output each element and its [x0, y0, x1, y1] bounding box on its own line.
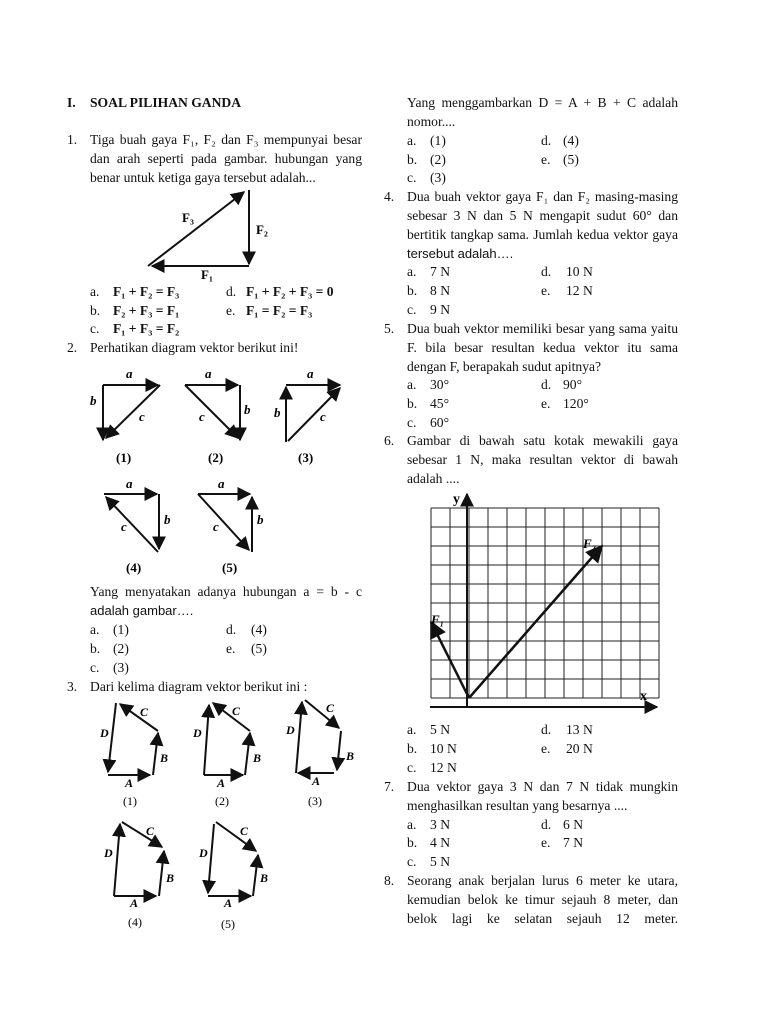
q6-opt-a-key: a. [407, 722, 417, 737]
q2-question-line-2: adalah gambar…. [90, 603, 194, 618]
q6-opt-b: 10 N [430, 741, 457, 756]
q1-opt-b-key: b. [90, 303, 101, 318]
q1-opt-a-key: a. [90, 284, 100, 299]
q2-opt-c: (3) [113, 660, 129, 675]
svg-text:C: C [140, 705, 149, 719]
q3-cont-line-2: nomor.... [407, 114, 456, 129]
q2-opt-d-key: d. [226, 622, 237, 637]
q3-caption-5: (5) [221, 917, 235, 931]
q3-caption-3: (3) [308, 794, 322, 808]
svg-text:b: b [244, 402, 251, 417]
q4-opt-e-key: e. [541, 283, 551, 298]
q3-opt-e-key: e. [541, 152, 551, 167]
q2-question-line-1: Yang menyatakan adanya hubungan a = b - c [90, 584, 362, 599]
q3-caption-1: (1) [123, 794, 137, 808]
svg-text:B: B [346, 749, 355, 763]
q4-line-4: tersebut adalah…. [407, 246, 514, 261]
q6-opt-d-key: d. [541, 722, 552, 737]
q2-caption-3: (3) [298, 450, 314, 465]
q6-x-label: x [640, 689, 647, 704]
svg-text:c: c [121, 519, 127, 534]
q5-line-3: dengan F, berapakah sudut apitnya? [407, 359, 602, 374]
q7-opt-c-key: c. [407, 854, 417, 869]
q2-diagram-1 [90, 366, 160, 440]
q6-opt-c: 12 N [430, 760, 457, 775]
svg-text:c: c [320, 409, 326, 424]
q5-opt-c-key: c. [407, 415, 417, 430]
q3-diagram-2 [192, 703, 261, 790]
svg-text:B: B [166, 871, 175, 885]
q7-opt-e: 7 N [563, 835, 584, 850]
svg-text:a: a [205, 366, 212, 381]
svg-text:B: B [160, 751, 169, 765]
q6-grid-lines [431, 508, 659, 698]
svg-text:C: C [326, 701, 335, 715]
q6-opt-c-key: c. [407, 760, 417, 775]
q2-opt-b: (2) [113, 641, 129, 656]
q4-opt-d: 10 N [566, 264, 593, 279]
q3-cont-line-1: Yang menggambarkan D = A + B + C adalah [407, 95, 678, 110]
svg-text:A: A [217, 776, 226, 790]
svg-text:b: b [257, 512, 264, 527]
q3-caption-2: (2) [215, 794, 229, 808]
q2-diagram-3 [274, 366, 340, 442]
q4-line-2: sebesar 3 N dan 5 N mengapit sudut 60° dan [407, 208, 678, 223]
svg-text:C: C [232, 704, 241, 718]
q4-opt-a: 7 N [430, 264, 451, 279]
svg-text:A: A [125, 776, 134, 790]
svg-text:A: A [224, 896, 233, 910]
q7-opt-b: 4 N [430, 835, 451, 850]
q2-opt-a: (1) [113, 622, 129, 637]
q5-opt-a-key: a. [407, 377, 417, 392]
q2-opt-c-key: c. [90, 660, 100, 675]
q6-f2-label: F₂ [583, 536, 597, 551]
q1-opt-d-key: d. [226, 284, 237, 299]
q4-line-3: bertitik tangkap sama. Jumlah kedua vektor gaya [407, 227, 678, 242]
svg-text:a: a [126, 366, 133, 381]
svg-text:a: a [218, 476, 225, 491]
svg-text:D: D [199, 846, 208, 860]
q6-line-2: sebesar 1 N, maka resultan vektor di bawah [407, 452, 678, 467]
q5-opt-b-key: b. [407, 396, 418, 411]
svg-text:a: a [126, 476, 133, 491]
q3-diagram-1 [99, 703, 168, 790]
q1-line-3: benar untuk ketiga gaya tersebut adalah... [90, 170, 316, 185]
svg-text:B: B [260, 871, 269, 885]
svg-text:b: b [90, 393, 97, 408]
q1-line-2: dan arah seperti pada gambar. hubungan yang [90, 151, 362, 166]
q3-diagram-4 [103, 822, 174, 910]
q8-number: 8. [384, 873, 395, 888]
q4-opt-d-key: d. [541, 264, 552, 279]
q3-opt-a: (1) [430, 133, 446, 148]
q5-opt-b: 45° [430, 396, 450, 411]
q3-opt-a-key: a. [407, 133, 417, 148]
q2-caption-4: (4) [126, 560, 142, 575]
svg-text:C: C [240, 824, 249, 838]
q6-number: 6. [384, 433, 395, 448]
q1-number: 1. [67, 132, 78, 147]
q5-opt-a: 30° [430, 377, 450, 392]
q4-line-1: Dua buah vektor gaya F₁ dan F₂ masing-masing [407, 189, 678, 204]
q3-opt-b: (2) [430, 152, 446, 167]
q4-opt-a-key: a. [407, 264, 417, 279]
svg-text:a: a [307, 366, 314, 381]
q1-opt-e-key: e. [226, 303, 236, 318]
q4-opt-b: 8 N [430, 283, 451, 298]
section-title: SOAL PILIHAN GANDA [90, 95, 242, 110]
svg-text:b: b [164, 512, 171, 527]
q3-opt-c: (3) [430, 170, 446, 185]
q2-number: 2. [67, 340, 78, 355]
q4-opt-e: 12 N [566, 283, 593, 298]
q3-text: Dari kelima diagram vektor berikut ini : [90, 679, 308, 694]
q1-opt-b: F₂ + F₃ = F₁ [113, 303, 180, 318]
q6-opt-a: 5 N [430, 722, 451, 737]
svg-text:b: b [274, 405, 281, 420]
svg-text:D: D [104, 846, 113, 860]
q1-opt-e: F₁ = F₂ = F₃ [246, 303, 313, 318]
q6-opt-e: 20 N [566, 741, 593, 756]
q2-diagram-2 [185, 366, 251, 440]
q5-opt-e: 120° [563, 396, 589, 411]
q2-diagram-5 [198, 476, 264, 552]
svg-text:c: c [199, 409, 205, 424]
q3-opt-b-key: b. [407, 152, 418, 167]
q7-opt-a: 3 N [430, 817, 451, 832]
q4-opt-c: 9 N [430, 302, 451, 317]
q7-line-1: Dua vektor gaya 3 N dan 7 N tidak mungkin [407, 779, 678, 794]
q2-opt-b-key: b. [90, 641, 101, 656]
q7-opt-c: 5 N [430, 854, 451, 869]
q5-opt-d-key: d. [541, 377, 552, 392]
q5-opt-d: 90° [563, 377, 583, 392]
q3-opt-d: (4) [563, 133, 579, 148]
q2-diagram-4 [104, 476, 171, 552]
svg-text:A: A [130, 896, 139, 910]
q1-opt-d: F₁ + F₂ + F₃ = 0 [246, 284, 334, 299]
q7-number: 7. [384, 779, 395, 794]
q1-opt-a: F₁ + F₂ = F₃ [113, 284, 180, 299]
q1-f2-label: F₂ [256, 222, 268, 237]
q3-caption-4: (4) [128, 915, 142, 929]
q3-number: 3. [67, 679, 78, 694]
q7-opt-a-key: a. [407, 817, 417, 832]
q6-y-label: y [453, 492, 460, 507]
q5-opt-c: 60° [430, 415, 450, 430]
q4-opt-b-key: b. [407, 283, 418, 298]
q1-f3-label: F₃ [182, 210, 194, 225]
q3-opt-c-key: c. [407, 170, 417, 185]
svg-text:c: c [213, 519, 219, 534]
q3-diagram-3 [285, 700, 354, 788]
q7-opt-b-key: b. [407, 835, 418, 850]
svg-text:B: B [253, 751, 262, 765]
q7-opt-e-key: e. [541, 835, 551, 850]
svg-text:c: c [139, 409, 145, 424]
q4-number: 4. [384, 189, 395, 204]
q5-opt-e-key: e. [541, 396, 551, 411]
q2-caption-5: (5) [222, 560, 238, 575]
q7-opt-d: 6 N [563, 817, 584, 832]
q3-opt-d-key: d. [541, 133, 552, 148]
q1-opt-c: F₁ + F₃ = F₂ [113, 321, 180, 336]
q5-number: 5. [384, 321, 395, 336]
q5-line-2: F. bila besar resultan kedua vektor itu sama [407, 340, 678, 355]
q2-opt-a-key: a. [90, 622, 100, 637]
q2-opt-d: (4) [251, 622, 267, 637]
q3-opt-e: (5) [563, 152, 579, 167]
q7-line-2: menghasilkan resultan yang besarnya .... [407, 798, 628, 813]
q2-opt-e: (5) [251, 641, 267, 656]
q5-line-1: Dua buah vektor memiliki besar yang sama yaitu [407, 321, 678, 336]
svg-text:D: D [286, 723, 295, 737]
q2-caption-2: (2) [208, 450, 224, 465]
svg-text:A: A [312, 774, 321, 788]
q8-line-1: Seorang anak berjalan lurus 6 meter ke utara, [407, 873, 678, 888]
section-number: I. [67, 95, 76, 110]
q2-caption-1: (1) [116, 450, 132, 465]
q6-line-1: Gambar di bawah satu kotak mewakili gaya [407, 433, 678, 448]
q6-opt-b-key: b. [407, 741, 418, 756]
q6-opt-e-key: e. [541, 741, 551, 756]
q1-opt-c-key: c. [90, 321, 100, 336]
q7-opt-d-key: d. [541, 817, 552, 832]
q1-line-1: Tiga buah gaya F₁, F₂ dan F₃ mempunyai besar [90, 132, 362, 147]
q6-opt-d: 13 N [566, 722, 593, 737]
q2-opt-e-key: e. [226, 641, 236, 656]
q2-text: Perhatikan diagram vektor berikut ini! [90, 340, 299, 355]
svg-text:D: D [193, 726, 202, 740]
q6-f1-label: F₁ [431, 612, 445, 627]
q4-opt-c-key: c. [407, 302, 417, 317]
svg-text:C: C [146, 824, 155, 838]
q8-line-3: belok lagi ke selatan sejauh 12 meter. [407, 911, 678, 926]
q6-line-3: adalah .... [407, 471, 460, 486]
svg-text:D: D [100, 726, 109, 740]
q8-line-2: kemudian belok ke timur sejauh 8 meter, dan [407, 892, 678, 907]
q3-diagram-5 [198, 822, 268, 910]
q1-f1-label: F₁ [201, 267, 213, 282]
